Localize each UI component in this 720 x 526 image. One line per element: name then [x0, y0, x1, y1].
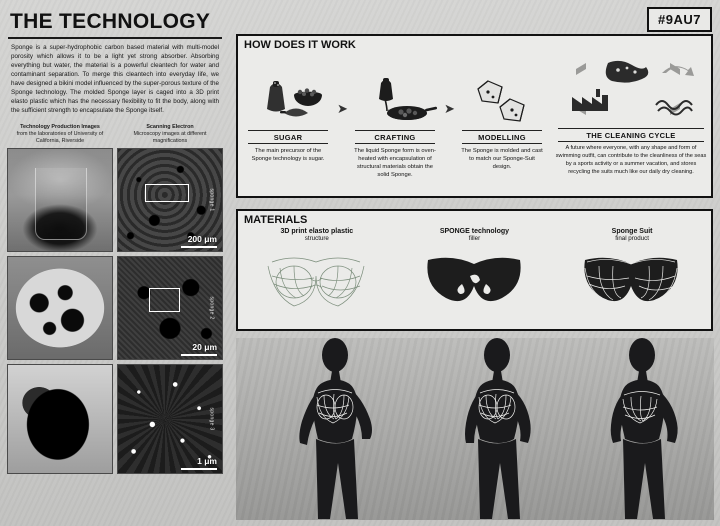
sponge-suit-bikini-icon [553, 250, 711, 320]
cleaning-cycle [552, 59, 710, 177]
scale-label: 1 μm [197, 456, 217, 467]
scale-label: 20 μm [192, 342, 217, 353]
scale-bar [181, 468, 217, 470]
mannequin-figure [572, 338, 714, 520]
polyhedron-modelling-icon [458, 73, 546, 129]
how-it-works-title: HOW DOES IT WORK [244, 39, 356, 51]
material-final-product [553, 228, 711, 324]
material-title: 3D print elasto plastic [280, 228, 354, 235]
caption-right-sub: Microscopy images at different magnifications [133, 130, 207, 145]
step-sugar [244, 73, 332, 163]
material-sub: filler [468, 235, 481, 242]
image-row [7, 148, 223, 252]
caption-right [117, 124, 223, 146]
material-title: SPONGE technology [439, 228, 510, 235]
arrow-icon: ➤ [337, 101, 348, 116]
photo-sem-1um [117, 364, 223, 474]
step-desc: The main precursor of the Sponge technology is sugar. [251, 148, 325, 163]
roi-box [149, 288, 180, 312]
scale-bar [181, 354, 217, 356]
materials-panel [236, 209, 713, 331]
photo-sem-20um [117, 256, 223, 360]
sem-tag: sponge 1 [208, 188, 215, 212]
photo-petri-dish [7, 256, 113, 360]
sugar-shaker-icon [244, 73, 332, 129]
photo-carbon-block [7, 364, 113, 474]
cleaning-cycle-diagram [552, 59, 710, 126]
image-captions [6, 124, 224, 146]
image-row [7, 256, 223, 360]
title-divider [8, 37, 222, 39]
step-modelling [458, 73, 546, 171]
figure-strip [236, 338, 714, 520]
scale-label: 200 μm [187, 234, 217, 245]
material-filler [396, 228, 554, 324]
how-it-works-body [238, 53, 711, 195]
cleaning-cycle-label: THE CLEANING CYCLE [558, 128, 704, 142]
sem-tag: sponge 2 [208, 296, 215, 320]
material-title: Sponge Suit [611, 228, 653, 235]
material-structure [238, 228, 396, 324]
step-label: SUGAR [248, 130, 328, 144]
materials-title: MATERIALS [244, 214, 308, 226]
caption-right-title: Scanning Electron [146, 123, 194, 130]
scale-bar [181, 246, 217, 248]
step-desc: The liquid Sponge form is oven-heated with encapsulation of structural materials obtain the solid Sponge. [354, 148, 436, 179]
sponge-suit-icon [606, 61, 649, 83]
code-badge: #9AU7 [647, 7, 712, 32]
roi-box [145, 184, 189, 202]
image-grid [6, 148, 224, 474]
step-crafting [351, 73, 439, 179]
black-sponge-bikini-icon [396, 250, 554, 320]
caption-left-title: Technology Production Images [20, 123, 100, 130]
materials-row [238, 228, 711, 324]
left-column [6, 6, 224, 520]
mannequin-figure [260, 338, 410, 520]
sem-tag: sponge 3 [208, 407, 215, 431]
material-sub: final product [615, 235, 649, 242]
factory-icon [572, 89, 608, 111]
image-row [7, 364, 223, 474]
page-title: THE TECHNOLOGY [10, 10, 211, 33]
caption-left-sub: from the laboratories of University of California, Riverside [16, 130, 104, 145]
photo-beaker [7, 148, 113, 252]
material-sub: structure [304, 235, 329, 242]
step-desc: The Sponge is molded and cast to match our Sponge-Suit design. [461, 148, 543, 171]
cleaning-cycle-desc: A future where everyone, with any shape and form of swimming outfit, can contribute to the cleanliness of the seas by a sports activity or a summer vacation, and stores recycling the suits much like our daily dry cleaning. [555, 145, 707, 175]
intro-paragraph: Sponge is a super-hydrophobic carbon based material with multi-model porosity which allows it to be a light yet strong absorber. Absorbing everything but water, the material is a powerful cleantech for water and contaminant separation. To merge this cleantech into everyday life, we have designed a bikini model influenced by the super-porous texture of the Sponge technology. The molded Sponge layer is caged into a 3D print elasto plastic which has the necessary flexibility to fit the body, along with the sufficient strength to encapsulate the Sponge itself. [11, 44, 219, 114]
arrow-icon: ➤ [444, 101, 455, 116]
caption-left [7, 124, 113, 146]
photo-sem-200um [117, 148, 223, 252]
step-label: CRAFTING [355, 130, 435, 144]
wireframe-bikini-icon [238, 250, 396, 320]
how-it-works-panel [236, 34, 713, 198]
title-block [6, 6, 224, 116]
pan-crafting-icon [351, 73, 439, 129]
mannequin-figure [422, 338, 572, 520]
step-label: MODELLING [462, 130, 542, 144]
